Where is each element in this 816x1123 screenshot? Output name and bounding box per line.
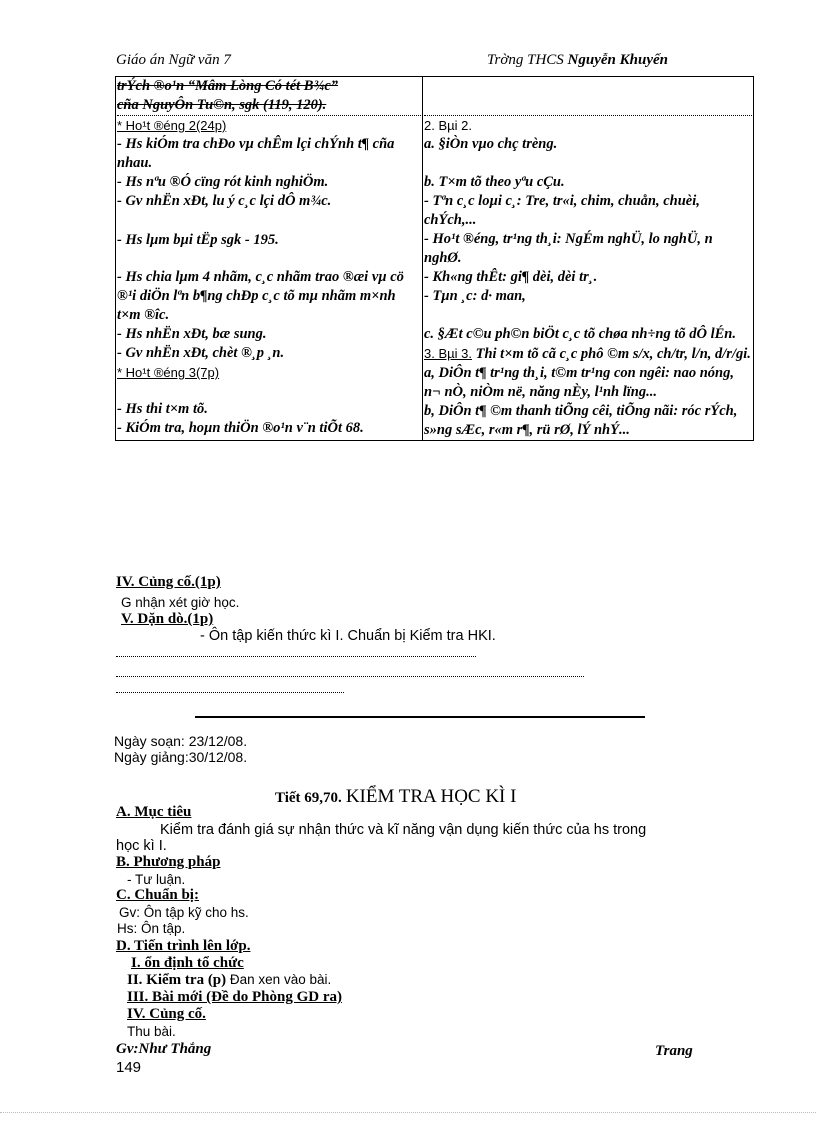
- table-cell-content: [423, 77, 754, 441]
- section-d2: [127, 972, 331, 989]
- doc-header-school: Nguyễn Khuyến: [567, 52, 668, 68]
- table-line: - KiÓm tra, hoµn thiÖn ®o¹n v¨n tiÕt 68.: [117, 420, 364, 436]
- lesson-name: KIỂM TRA HỌC KÌ I: [345, 786, 517, 807]
- table-line: - Ho¹t ®éng, tr¹ng th¸i: NgÉm nghÜ, lo nghÜ, n nghØ.: [424, 231, 713, 266]
- dotted-line: [116, 656, 476, 657]
- table-line: a, DiÔn t¶ tr¹ng th¸i, t©m tr¹ng con ngêi: nao nóng, n¬ nÒ, niÒm në, năng nÈy, l¹nh lïng...: [424, 365, 734, 400]
- doc-header-prefix: Trờng THCS: [487, 52, 564, 68]
- table-line: trÝch ®o¹n “Mâm Lòng Có tét B¾c”: [117, 78, 339, 94]
- footer-page-label: Trang: [655, 1043, 693, 1059]
- section-b-text: - Tư luận.: [127, 872, 186, 887]
- dotted-line: [116, 676, 584, 677]
- section-d3: III. Bài mới (Đề do Phòng GD ra): [127, 989, 342, 1005]
- footer-teacher: [116, 1041, 211, 1058]
- section-c-hs: Hs: Ôn tập.: [117, 921, 186, 936]
- footer-teacher-label: Gv:: [116, 1041, 139, 1057]
- table-line: - Hs chia lµm 4 nhãm, c¸c nhãm trao ®æi vµ cö ®¹i diÖn lªn b¶ng chÐp c¸c tõ mµ nhãm m×nh t×m ®îc.: [117, 269, 404, 323]
- table-line: b, DiÔn t¶ ©m thanh tiÕng cêi, tiÕng nãi: róc rÝch, s»ng sÆc, r«m r¶, rü rØ, lÝ nhÝ...: [424, 403, 738, 438]
- section-c-heading: C. Chuẩn bị:: [116, 887, 199, 903]
- table-row: [116, 77, 754, 441]
- table-line: - Hs thi t×m tõ.: [117, 401, 208, 417]
- table-line: - Tµn ¸c: d· man,: [424, 288, 526, 304]
- section-a-text: Kiểm tra đánh giá sự nhận thức và kĩ năng vận dụng kiến thức của hs trong: [160, 822, 647, 838]
- footer-page-number: 149: [116, 1059, 142, 1076]
- lesson-plan-table: [115, 76, 754, 441]
- section-d4: IV. Củng cố.: [127, 1006, 206, 1022]
- table-line: * Ho¹t ®éng 3(7p): [117, 365, 220, 380]
- footer-teacher-name: Như Thắng: [138, 1041, 212, 1057]
- dan-do-text: - Ôn tập kiến thức kì I. Chuẩn bị Kiểm tra HKI.: [200, 628, 496, 644]
- dan-do-heading: V. Dặn dò.(1p): [121, 611, 214, 627]
- bai3-label: 3. Bµi 3.: [424, 346, 472, 361]
- table-line: b. T×m tõ theo yªu cÇu.: [424, 174, 565, 190]
- section-a-heading: A. Mục tiêu: [116, 804, 192, 820]
- table-line: [424, 344, 752, 364]
- bai3-text: Thi t×m tõ cã c¸c phô ©m s/x, ch/tr, l/n, d/r/gi.: [475, 346, 751, 362]
- section-d2-text: Đan xen vào bài.: [229, 972, 332, 987]
- table-line: - Tªn c¸c loµi c¸: Tre, tr«i, chim, chuån, chuèi, chÝch,...: [424, 193, 700, 228]
- section-d2-title: II. Kiểm tra (p): [127, 972, 227, 988]
- doc-header-right: [487, 52, 668, 69]
- table-line: - Hs kiÓm tra chÐo vµ chÊm lçi chÝnh t¶ cña nhau.: [117, 136, 395, 171]
- table-line: a. §iÒn vµo chç trèng.: [424, 136, 558, 152]
- table-line: * Ho¹t ®éng 2(24p): [117, 118, 227, 133]
- dotted-line: [116, 692, 344, 693]
- section-d4-text: Thu bài.: [127, 1024, 176, 1039]
- page-bottom-border: [0, 1112, 816, 1113]
- lesson-period: Tiết 69,70.: [275, 790, 342, 806]
- table-line: - Gv nhËn xÐt, lu ý c¸c lçi dÔ m¾c.: [117, 193, 332, 209]
- table-line: 2. Bµi 2.: [424, 118, 472, 133]
- cung-co-heading: IV. Củng cố.(1p): [116, 574, 221, 590]
- section-d1: I. ổn định tổ chức: [131, 955, 244, 971]
- table-line: - Gv nhËn xÐt, chèt ®¸p ¸n.: [117, 345, 285, 361]
- section-d-heading: D. Tiến trình lên lớp.: [116, 938, 251, 954]
- table-line: c. §Æt c©u ph©n biÖt c¸c tõ chøa nh÷ng tõ dÔ lÉn.: [424, 326, 736, 342]
- table-line: - Kh«ng thÊt: gi¶ dèi, dèi tr¸.: [424, 269, 598, 285]
- date-giang: Ngày giảng:30/12/08.: [114, 749, 248, 765]
- section-c-gv: Gv: Ôn tập kỹ cho hs.: [119, 905, 249, 920]
- table-line: cña NguyÔn Tu©n, sgk (119, 120).: [117, 96, 421, 116]
- section-b-heading: B. Phương pháp: [116, 854, 221, 870]
- doc-header-left: Giáo án Ngữ văn 7: [116, 52, 231, 68]
- section-divider: [195, 716, 645, 718]
- section-a-text2: học kì I.: [116, 838, 167, 854]
- table-cell-activities: [116, 77, 423, 441]
- date-soan: Ngày soạn: 23/12/08.: [114, 733, 248, 749]
- table-line: - Hs lµm bµi tËp sgk - 195.: [117, 232, 279, 248]
- cung-co-text: G nhận xét giờ học.: [121, 595, 240, 610]
- table-line: - Hs nhËn xÐt, bæ sung.: [117, 326, 267, 342]
- lesson-title: [275, 786, 516, 808]
- table-line: - Hs nªu ®Ó cïng rót kinh nghiÖm.: [117, 174, 329, 190]
